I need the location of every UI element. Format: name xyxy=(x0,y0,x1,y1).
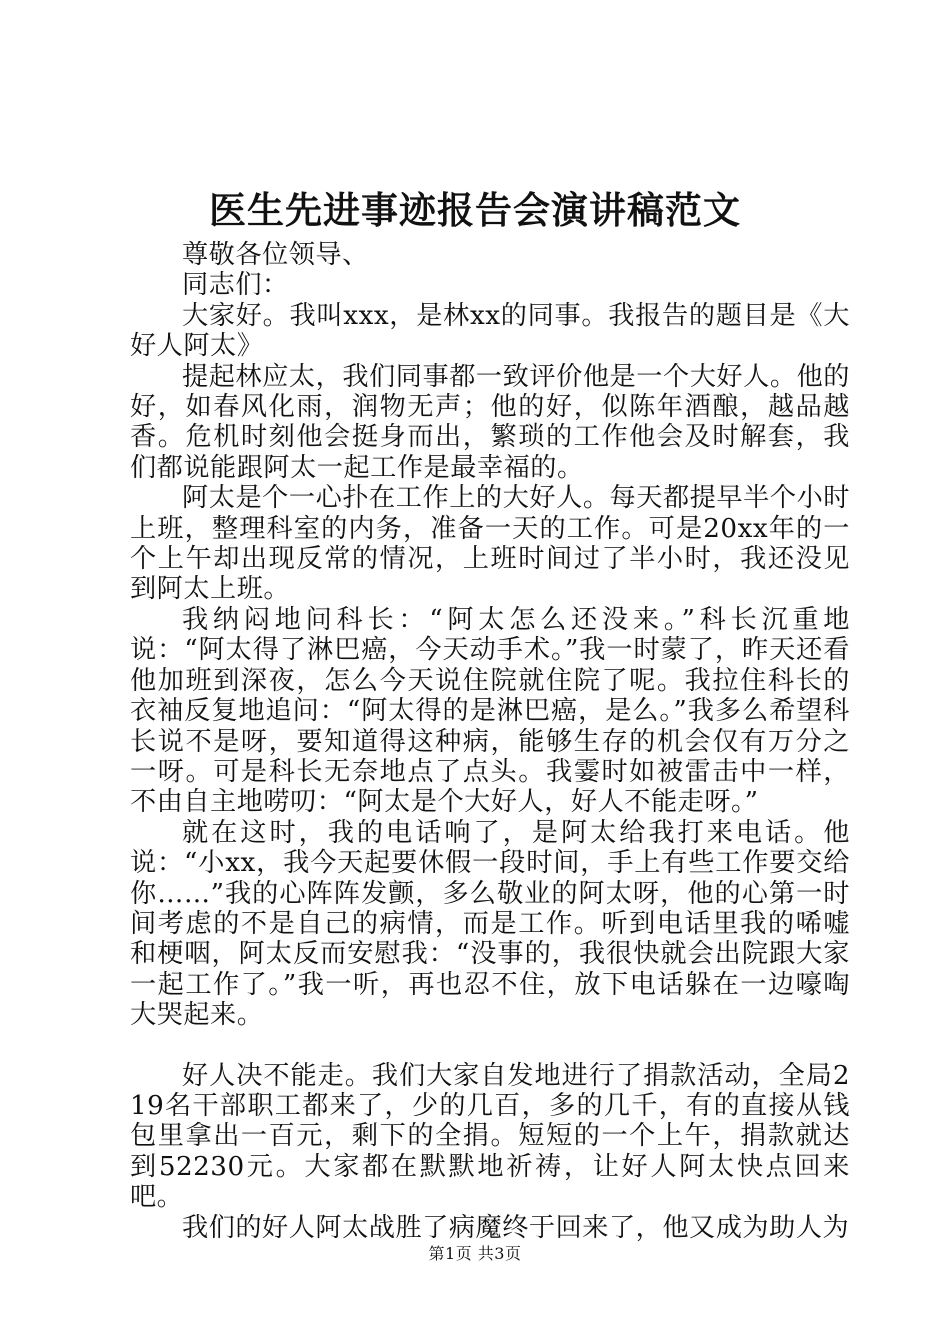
paragraph-donation: 好人决不能走。我们大家自发地进行了捐款活动，全局219名干部职工都来了，少的几百，多的几千，有的直接从钱包里拿出一百元，剩下的全捐。短短的一个上午，捐款就达到52230元。大家都在默默地祈祷，让好人阿太快点回来吧。 xyxy=(130,1060,850,1213)
paragraph-diagnosis: 我纳闷地问科长：“阿太怎么还没来。”科长沉重地说：“阿太得了淋巴癌，今天动手术。”我一时蒙了，昨天还看他加班到深夜，怎么今天说住院就住院了呢。我拉住科长的衣袖反复地追问：“阿太得的是淋巴癌，是么。”我多么希望科长说不是呀，要知道得这种病，能够生存的机会仅有万分之一呀。可是科长无奈地点了点头。我霎时如被雷击中一样，不由自主地唠叨：“阿太是个大好人，好人不能走呀。” xyxy=(130,604,850,818)
paragraph-intro: 大家好。我叫xxx，是林xx的同事。我报告的题目是《大好人阿太》 xyxy=(130,300,850,362)
page-number-footer: 第1页 共3页 xyxy=(428,1244,522,1263)
document-body xyxy=(130,240,850,1243)
paragraph-phone-call: 就在这时，我的电话响了，是阿太给我打来电话。他说：“小xx，我今天起要休假一段时间，手上有些工作要交给你……”我的心阵阵发颤，多么敬业的阿太呀，他的心第一时间考虑的不是自己的病情，而是工作。听到电话里我的唏嘘和梗咽，阿太反而安慰我：“没事的，我很快就会出院跟大家一起工作了。”我一听，再也忍不住，放下电话躲在一边嚎啕大哭起来。 xyxy=(130,817,850,1031)
paragraph-return: 我们的好人阿太战胜了病魔终于回来了，他又成为助人为 xyxy=(182,1212,850,1243)
document-title: 医生先进事迹报告会演讲稿范文 xyxy=(209,188,741,232)
paragraph-dedication: 阿太是个一心扑在工作上的大好人。每天都提早半个小时上班，整理科室的内务，准备一天的工作。可是20xx年的一个上午却出现反常的情况，上班时间过了半小时，我还没见到阿太上班。 xyxy=(130,483,850,605)
paragraph-good-person: 提起林应太，我们同事都一致评价他是一个大好人。他的好，如春风化雨，润物无声；他的好，似陈年酒酿，越品越香。危机时刻他会挺身而出，繁琐的工作他会及时解套，我们都说能跟阿太一起工作是最幸福的。 xyxy=(130,361,850,483)
paragraph-salutation-2: 同志们： xyxy=(182,270,289,301)
paragraph-salutation-1: 尊敬各位领导、 xyxy=(182,240,369,270)
